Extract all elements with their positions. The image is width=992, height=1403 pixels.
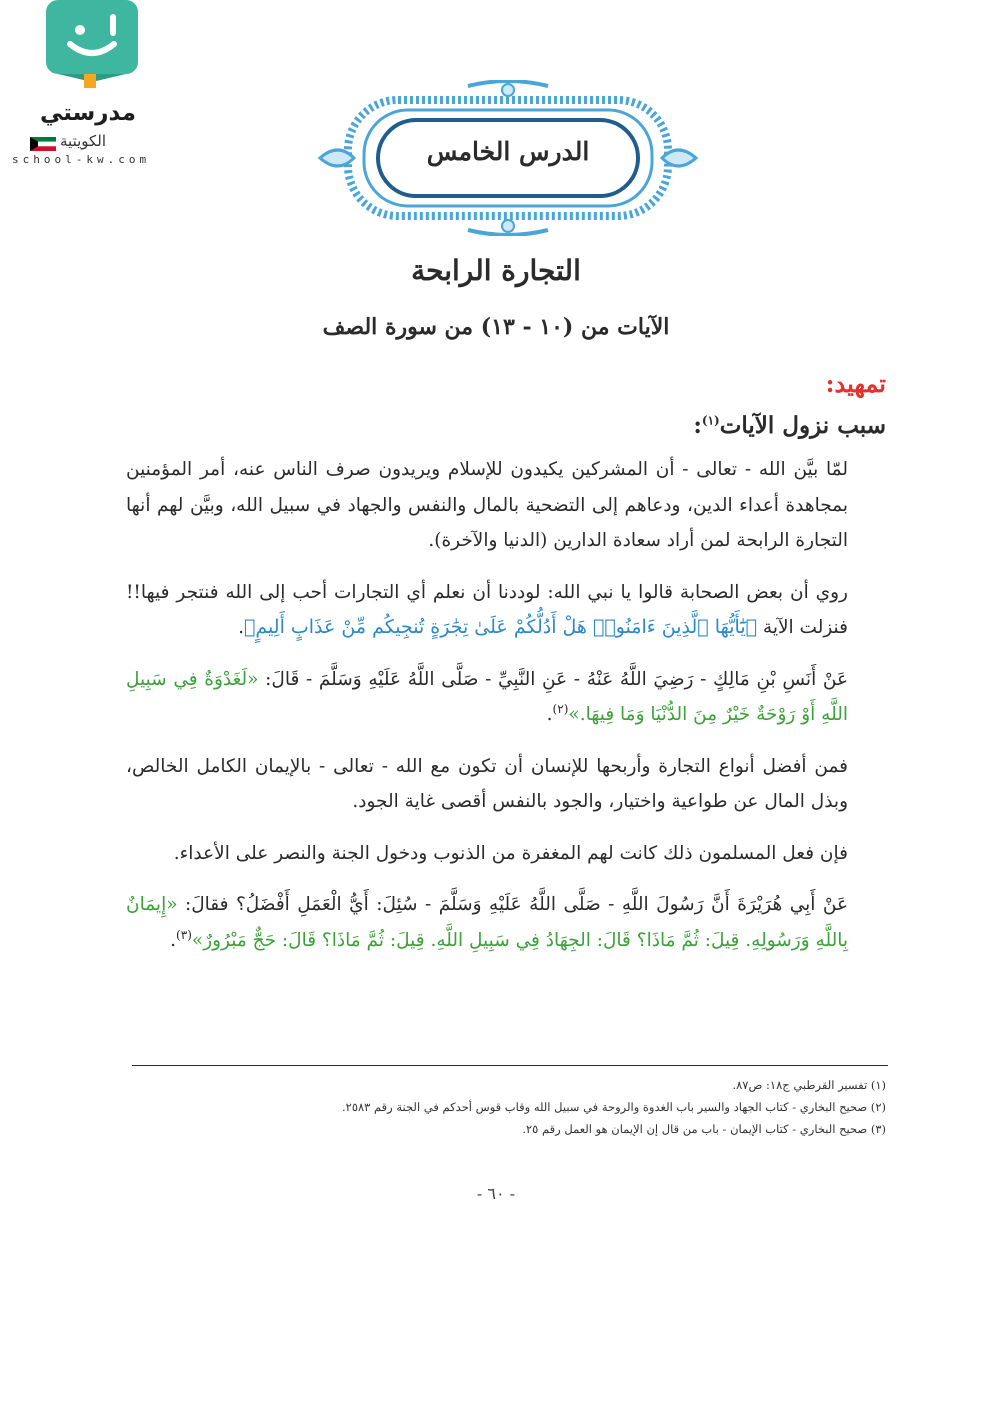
lesson-body	[126, 366, 886, 966]
hadith-2: «إِيمَانٌ بِاللَّهِ وَرَسُولِهِ. قِيلَ: ثُمَّ مَاذَا؟ قَالَ: الجِهَادُ فِي سَبِيلِ اللَّهِ. قِيلَ: ثُمَّ مَاذَا؟ قَالَ: حَجٌّ مَبْرُورٌ»	[126, 894, 848, 951]
paragraph-2	[126, 575, 886, 646]
paragraph-2-end: .	[238, 617, 244, 638]
paragraph-3	[126, 662, 886, 733]
paragraph-3-end: .	[546, 704, 553, 725]
reason-heading-suffix: :	[693, 412, 702, 439]
main-title: التجارة الرابحة	[411, 254, 581, 287]
page-number: - ٦٠ -	[476, 1184, 516, 1203]
site-logo[interactable]	[8, 0, 178, 172]
hadith-1: «لَغَدْوَةٌ فِي سَبِيلِ اللَّهِ أَوْ رَوْحَةٌ خَيْرٌ مِنَ الدُّنْيَا وَمَا فِيهَا.»	[126, 668, 848, 725]
paragraph-6	[126, 887, 886, 958]
verses-subtitle: الآيات من (١٠ - ١٣) من سورة الصف	[322, 314, 670, 340]
paragraph-2-text: روي أن بعض الصحابة قالوا يا نبي الله: لوددنا أن نعلم أي التجارات أحب إلى الله فنتجر فيها!! فنزلت الآية	[126, 581, 848, 638]
footnote-2: (٢) صحيح البخاري - كتاب الجهاد والسير باب الغدوة والروحة في سبيل الله وقاب قوس أحدكم في الجنة رقم ٢٥٨٣.	[341, 1100, 886, 1114]
footnote-ref-3[interactable]: (٣)	[176, 927, 192, 942]
reason-heading	[126, 406, 886, 446]
book-logo-icon	[44, 0, 140, 90]
paragraph-6-end: .	[170, 929, 177, 951]
paragraph-4: فمن أفضل أنواع التجارة وأربحها للإنسان أن تكون مع الله - تعالى - بالإيمان الكامل الخالص، وبذل المال عن طواعية واختيار، والجود بالنفس أقصى غاية الجود.	[126, 755, 848, 812]
footnote-ref-1[interactable]: (١)	[701, 413, 720, 428]
footnote-3: (٣) صحيح البخاري - كتاب الإيمان - باب من قال إن الإيمان هو العمل رقم ٢٥.	[522, 1122, 886, 1136]
logo-name: مدرستي	[39, 100, 137, 126]
paragraph-1: لمّا بيَّن الله - تعالى - أن المشركين يكيدون للإسلام ويريدون صرف الناس عنه، أمر المؤمنين بمجاهدة أعداء الدين، ودعاهم إلى التضحية بالمال والنفس والجهاد في سبيل الله، وبيَّن لهم أنها التجارة الرابحة لمن أراد سعادة الدارين (الدنيا والآخرة).	[126, 459, 848, 551]
footnote-ref-2[interactable]: (٢)	[552, 701, 569, 716]
paragraph-6-text: عَنْ أَبِي هُرَيْرَةَ أَنَّ رَسُولَ اللَّهِ - صَلَّى اللَّهُ عَلَيْهِ وَسَلَّمَ - سُئِلَ: أَيُّ الْعَمَلِ أَفْضَلُ؟ فقالَ:	[177, 894, 848, 915]
paragraph-3-text: عَنْ أَنَسِ بْنِ مَالِكٍ - رَضِيَ اللَّهُ عَنْهُ - عَنِ النَّبِيِّ - صَلَّى اللَّهُ عَلَيْهِ وَسَلَّمَ - قَالَ:	[258, 668, 848, 690]
logo-subtitle: الكويتية	[60, 132, 107, 150]
lesson-title: الدرس الخامس	[426, 137, 590, 166]
paragraph-5: فإن فعل المسلمون ذلك كانت لهم المغفرة من الذنوب ودخول الجنة والنصر على الأعداء.	[173, 842, 848, 864]
reason-heading-text: سبب نزول الآيات	[719, 412, 886, 439]
quran-verse: ﴿يَٰٓأَيُّهَا ٱلَّذِينَ ءَامَنُوا۟ هَلْ أَدُلُّكُمْ عَلَىٰ تِجَٰرَةٍ تُنجِيكُم مِّنْ عَذَابٍ أَلِيمٍ﴾	[244, 616, 758, 638]
footnotes	[180, 1074, 886, 1140]
footnote-divider	[132, 1065, 888, 1066]
intro-heading: تمهيد:	[825, 369, 886, 398]
kuwait-flag-icon	[30, 137, 56, 151]
footnote-1: (١) تفسير القرطبي ج١٨: ص٨٧.	[732, 1078, 886, 1092]
logo-url: school-kw.com	[12, 153, 151, 166]
